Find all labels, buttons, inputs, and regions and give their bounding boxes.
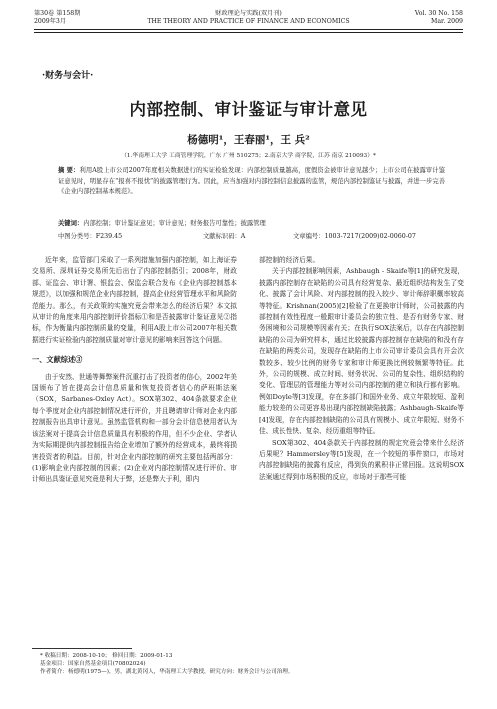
date-cn: 2009年3月 xyxy=(34,18,67,25)
volume-issue-cn: 第30卷 第158期 xyxy=(34,10,81,17)
header-rule xyxy=(34,29,463,30)
intro-paragraph: 近年来，监管部门采取了一系列措施加强内部控制，如上海证券交易所、深圳证券交易所先后出台了内部控制指引；2008年，财政部、证监会、审计署、银监会、保监会联合发布《企业内部控制基本规范》，以加强和规范企业内部控制，提高企业经营管理水平和风险防范能力。那么，有关政策的实施究竟会带来怎么的经济后果？本文拟从审计的角度来用内部控制评价指标①和是否披露审计鉴证意见②指标，作为衡量内部控制质量的变量，利用A股上市公司2007年相关数据进行实证检验内部控制质量对审计意见的影响来回答这个问题。 xyxy=(32,256,237,344)
abstract-label: 摘 要： xyxy=(58,167,80,174)
volume-issue-en: Vol. 30 No. 158 xyxy=(414,10,463,17)
right-column xyxy=(259,255,464,483)
header-center xyxy=(144,10,353,26)
left-column xyxy=(32,255,237,486)
header-left xyxy=(34,10,144,26)
date-en: Mar. 2009 xyxy=(431,18,463,25)
footnote xyxy=(40,652,457,677)
determinants-paragraph: 关于内部控制影响因素，Ashbaugh - Skaife等[1]的研究发现，披露内部控制存在缺陷的公司具有经营复杂、最近组织结构发生了变化、披露了会计风险、对内部控制的投入较少、审计师辞职概率较高等特征。Krishnan(2005)[2]检验了在更换审计师时，公司披露的内部控制有效性程度一般跟审计委员会的独立性、是否有财务专家、财务困境和公司规模等因素有关；在执行SOX法案后，以存在内部控制缺陷的公司为研究样本，通过比较披露内部控制存在缺陷的和没有存在缺陷的两类公司，发现存在缺陷的上市公司审计委员会具有开会次数较多、较少比例的财务专家和审计师更换比例较频繁等特征。此外，公司的规模、成立时间、财务状况、公司的复杂性、组织结构的变化、管理层的管理能力等对公司内部控制的建立和执行都有影响。例如Doyle等[3]发现，存在多部门和国外业务、成立年限较短、盈利能力较差的公司更容易出现内部控制缺陷披露；Ashbaugh-Skaife等[4]发现，存在内部控制缺陷的公司具有规模小、成立年限短、财务不佳、成长性快、复杂、经历重组等特征。 xyxy=(259,267,464,436)
article-title: 内部控制、审计鉴证与审计意见 xyxy=(129,100,368,119)
literature-paragraph: 由于安然、世通等舞弊案件沉重打击了投资者的信心，2002年美国颁布了旨在提高会计信息质量和恢复投资者信心的萨班斯法案（SOX，Sarbanes-Oxley Act）。SOX第302、404条款要求企业每个季度对企业内部控制情况进行评价，并且聘请审计师对企业内部控制报告出具审计意见。虽然监管机构和一部分会计信息使用者认为该法案对于提高会计信息质量具有积极的作用，但不少企业、学者认为实际期提供内部控制报告给企业增加了额外的经营成本，最终将损害投资者的利益。目前，针对企业内部控制的研究主要包括两部分：(1)影响企业内部控制的因素；(2)企业对内部控制情况进行评价、审计师出具鉴证意见究竟是利大于弊，还是弊大于利，即内 xyxy=(32,372,237,484)
footnote-rule xyxy=(32,648,132,649)
article-number: 文章编号：1003-7217(2009)02-0060-07 xyxy=(293,233,416,240)
received-date: * 收稿日期：2008-10-10； 修回日期：2009-01-13 xyxy=(40,653,173,659)
journal-name-cn: 财政理论与实践(双月刊) xyxy=(215,10,282,17)
header-rule-thin xyxy=(34,32,463,33)
keywords-text: 内部控制；审计鉴证意见；审计意见；财务报告可靠性；披露管理 xyxy=(83,220,266,227)
document-code: 文献标识码：A xyxy=(203,233,246,240)
running-header xyxy=(34,10,463,40)
clc-number: 中图分类号：F239.45 xyxy=(58,233,123,240)
author-bio: 作者简介：杨德明(1975—)，男，湖北黄冈人，华南理工大学教授，研究方向：财务会计与公司治理。 xyxy=(40,669,294,676)
section-heading-literature-review: 一、文献综述③ xyxy=(32,355,83,365)
journal-name-en: THE THEORY AND PRACTICE OF FINANCE AND ECONOMICS xyxy=(147,18,350,25)
abstract xyxy=(58,166,445,198)
classification-line xyxy=(58,232,445,241)
authors: 杨德明¹，王春丽¹，王 兵² xyxy=(187,134,310,146)
keywords-label: 关键词： xyxy=(58,220,84,227)
consequences-paragraph: SOX第302、404条款关于内部控制的规定究竟会带来什么经济后果呢？Hammersley等[5]发现，在一个较短的事件窗口，市场对内部控制缺陷的披露有反应，得到负的累积非正常回报。这说明SOX法案通过得到市场积极的反应，市场对于那些可能 xyxy=(259,438,464,481)
keywords xyxy=(58,219,445,228)
affiliation: （1.华南理工大学 工商管理学院，广东 广州 510275；2.南京大学 商学院，江苏 南京 210093）* xyxy=(121,153,376,159)
abstract-text: 利用A股上市公司2007年度相关数据进行的实证检验发现：内部控制质量越高，度假资金被审计意见越少；上市公司在披露审计鉴证意见时，明显存在“报喜不报忧”的披露管理行为。因此，应当加强对内部控制信息披露的监管，规范内部控制鉴证与披露，并进一步完善《企业内部控制基本规范》。 xyxy=(58,167,445,195)
header-right xyxy=(353,10,463,26)
section-tag: ·财务与会计· xyxy=(42,71,94,81)
fund-project: 基金项目：国家自然基金项目(70802024) xyxy=(40,661,146,668)
continuation-line: 部控制的经济后果。 xyxy=(259,256,320,264)
